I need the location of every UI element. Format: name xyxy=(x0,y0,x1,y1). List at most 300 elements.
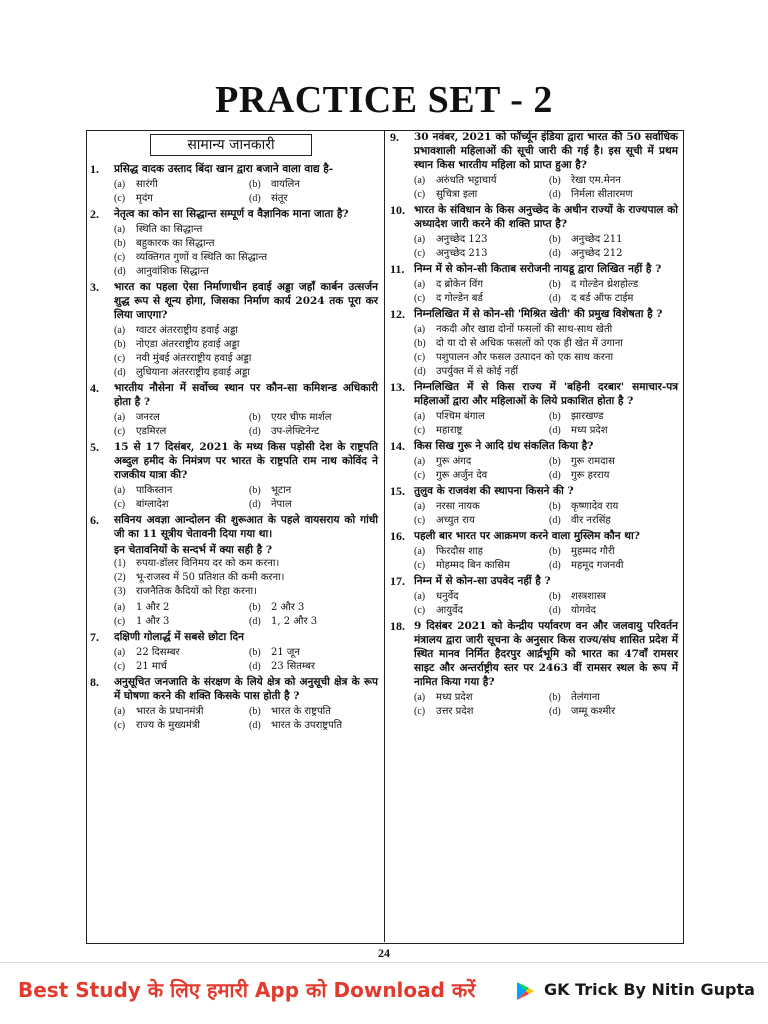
option-letter: (c) xyxy=(114,353,126,364)
option-letter: (a) xyxy=(414,411,426,422)
option-letter: (c) xyxy=(414,470,426,481)
option-letter: (d) xyxy=(549,189,561,200)
option-item[interactable] xyxy=(414,337,678,350)
statement-text: रुपया-डॉलर विनिमय दर को कम करना। xyxy=(136,558,280,569)
option-text: एडमिरल xyxy=(136,426,167,437)
question-number: 12. xyxy=(390,307,405,321)
option-item[interactable] xyxy=(249,425,378,438)
option-item[interactable] xyxy=(549,410,678,423)
option-text: महमूद गजनवी xyxy=(571,560,624,571)
option-text: द ब्रोकेन विंग xyxy=(436,279,483,290)
question-item xyxy=(386,484,682,527)
option-text: फिरदौस शाह xyxy=(436,546,483,557)
option-item[interactable] xyxy=(414,278,543,291)
option-text: मृदंग xyxy=(136,193,153,204)
option-text: भारत के प्रधानमंत्री xyxy=(136,706,204,717)
option-letter: (c) xyxy=(114,426,126,437)
option-item[interactable] xyxy=(114,265,378,278)
option-text: द गोल्डेन बर्ड xyxy=(436,293,483,304)
option-letter: (c) xyxy=(414,352,426,363)
statement-number: (2) xyxy=(114,572,126,583)
option-letter: (b) xyxy=(549,279,561,290)
option-item[interactable] xyxy=(249,484,378,497)
question-item xyxy=(86,207,382,278)
option-text: वीर नरसिंह xyxy=(571,515,611,526)
option-list xyxy=(114,223,378,278)
option-text: गुरू अर्जुन देव xyxy=(436,470,488,481)
option-letter: (c) xyxy=(114,661,126,672)
option-list xyxy=(414,233,678,260)
question-item xyxy=(86,675,382,732)
option-letter: (a) xyxy=(414,501,426,512)
option-text: नरसा नायक xyxy=(436,501,480,512)
question-number: 18. xyxy=(390,619,405,633)
option-letter: (a) xyxy=(114,179,126,190)
option-letter: (a) xyxy=(414,324,426,335)
option-item[interactable] xyxy=(249,411,378,424)
option-item[interactable] xyxy=(549,188,678,201)
footer-promo-text: Best Study के लिए हमारी App को Download करें xyxy=(18,978,476,1002)
option-item[interactable] xyxy=(249,719,378,732)
option-text: 23 सितम्बर xyxy=(271,661,316,672)
question-text: निम्न में से कोन-सी किताब सरोजनी नायडू द्वारा लिखित नहीं है ? xyxy=(414,263,662,275)
option-letter: (b) xyxy=(249,485,261,496)
option-item[interactable] xyxy=(414,292,543,305)
option-item[interactable] xyxy=(114,411,243,424)
option-item[interactable] xyxy=(414,545,543,558)
option-item[interactable] xyxy=(249,646,378,659)
option-letter: (a) xyxy=(114,224,126,235)
option-letter: (a) xyxy=(114,412,126,423)
option-letter: (c) xyxy=(414,560,426,571)
option-letter: (b) xyxy=(549,411,561,422)
option-text: सारंगी xyxy=(136,179,158,190)
option-letter: (b) xyxy=(249,706,261,717)
option-list xyxy=(414,278,678,305)
option-item[interactable] xyxy=(114,352,378,365)
option-text: अनुच्छेद 213 xyxy=(436,248,488,259)
option-item[interactable] xyxy=(249,178,378,191)
option-letter: (b) xyxy=(249,602,261,613)
question-text: पहली बार भारत पर आक्रमण करने वाला मुस्लिम कौन था? xyxy=(414,530,640,542)
option-letter: (a) xyxy=(414,591,426,602)
question-number: 1. xyxy=(90,162,99,176)
option-item[interactable] xyxy=(114,425,243,438)
statement-number: (1) xyxy=(114,558,126,569)
option-letter: (b) xyxy=(414,338,426,349)
option-text: 21 जून xyxy=(271,647,300,658)
option-letter: (c) xyxy=(414,189,426,200)
option-list xyxy=(114,484,378,511)
option-text: उत्तर प्रदेश xyxy=(436,706,474,717)
question-text: दक्षिणी गोलार्द्ध में सबसे छोटा दिन xyxy=(114,631,244,643)
question-text: अनुसूचित जनजाति के संरक्षण के लिये क्षेत्र को अनुसूची क्षेत्र के रूप में घोषणा करने की शक्ति किसके पास होती है ? xyxy=(114,676,378,702)
option-text: कृष्णादेव राय xyxy=(571,501,619,512)
question-number: 13. xyxy=(390,380,405,394)
option-text: 1 और 3 xyxy=(136,616,170,627)
option-list xyxy=(114,178,378,205)
option-item[interactable] xyxy=(114,660,243,673)
option-text: मध्य प्रदेश xyxy=(571,425,608,436)
option-item[interactable] xyxy=(114,484,243,497)
option-item[interactable] xyxy=(549,559,678,572)
option-letter: (b) xyxy=(549,456,561,467)
option-item[interactable] xyxy=(549,278,678,291)
question-text: सविनय अवज्ञा आन्दोलन की शुरूआत के पहले वायसराय को गांधी जी का 11 सूत्रीय चेतावनी दिया गया था। xyxy=(114,514,378,540)
option-item[interactable] xyxy=(414,691,543,704)
statement-item xyxy=(114,571,378,585)
option-text: भारत के उपराष्ट्रपति xyxy=(271,720,343,731)
option-item[interactable] xyxy=(549,174,678,187)
option-item[interactable] xyxy=(114,192,243,205)
question-text: किस सिख गुरू ने आदि ग्रंथ संकलित किया है? xyxy=(414,440,594,452)
option-item[interactable] xyxy=(114,324,378,337)
question-text: निम्नलिखित में से कोन-सी 'मिश्रित खेती' की प्रमुख विशेषता है ? xyxy=(414,308,663,320)
option-text: संतूर xyxy=(271,193,288,204)
option-letter: (a) xyxy=(114,485,126,496)
option-item[interactable] xyxy=(114,705,243,718)
question-number: 2. xyxy=(90,207,99,221)
option-item[interactable] xyxy=(414,424,543,437)
option-text: अनुच्छेद 123 xyxy=(436,234,488,245)
option-text: मध्य प्रदेश xyxy=(436,692,473,703)
play-store-icon[interactable] xyxy=(515,981,535,1001)
option-item[interactable] xyxy=(549,424,678,437)
question-number: 11. xyxy=(390,262,405,276)
option-letter: (c) xyxy=(114,193,126,204)
question-item xyxy=(386,574,682,617)
question-item xyxy=(86,162,382,205)
option-item[interactable] xyxy=(414,469,543,482)
option-item[interactable] xyxy=(549,500,678,513)
option-letter: (a) xyxy=(414,692,426,703)
question-item xyxy=(86,440,382,511)
option-item[interactable] xyxy=(549,247,678,260)
option-text: राज्य के मुख्यमंत्री xyxy=(136,720,200,731)
question-item xyxy=(386,439,682,482)
option-text: नोएडा अंतरराष्ट्रीय हवाई अड्डा xyxy=(136,339,240,350)
option-letter: (a) xyxy=(114,706,126,717)
option-text: जनरल xyxy=(136,412,160,423)
option-list xyxy=(414,323,678,378)
column-divider xyxy=(384,130,385,942)
question-text: भारत के संविधान के किस अनुच्छेद के अधीन राज्यों के राज्यपाल को अध्यादेश जारी करने की शक्ति प्राप्त है? xyxy=(414,204,678,230)
question-text: 30 नवंबर, 2021 को फॉर्च्यून इंडिया द्वारा भारत की 50 सर्वाधिक प्रभावशाली महिलाओं की सूची जारी की गई है। इस सूची में प्रथम स्थान किस भारतीय महिला को प्राप्त हुआ है? xyxy=(414,131,678,171)
option-text: अनुच्छेद 212 xyxy=(571,248,623,259)
footer-divider xyxy=(0,962,768,963)
brand-name: GK Trick By Nitin Gupta xyxy=(544,980,755,999)
option-text: द बर्ड ऑफ टाईम xyxy=(571,293,634,304)
option-text: शस्त्रशास्त्र xyxy=(571,591,607,602)
option-item[interactable] xyxy=(414,590,543,603)
option-item[interactable] xyxy=(414,351,678,364)
option-letter: (a) xyxy=(414,279,426,290)
question-item xyxy=(386,619,682,718)
question-number: 9. xyxy=(390,130,399,144)
option-letter: (d) xyxy=(549,605,561,616)
option-item[interactable] xyxy=(249,615,378,628)
option-letter: (c) xyxy=(414,425,426,436)
option-letter: (a) xyxy=(414,456,426,467)
option-item[interactable] xyxy=(249,498,378,511)
question-item xyxy=(386,529,682,572)
option-item[interactable] xyxy=(549,691,678,704)
question-number: 16. xyxy=(390,529,405,543)
option-list xyxy=(414,545,678,572)
question-item xyxy=(386,307,682,378)
option-text: भूटान xyxy=(271,485,292,496)
option-letter: (d) xyxy=(549,293,561,304)
option-letter: (d) xyxy=(249,193,261,204)
option-item[interactable] xyxy=(249,705,378,718)
option-item[interactable] xyxy=(414,514,543,527)
option-letter: (c) xyxy=(414,515,426,526)
option-list xyxy=(114,705,378,732)
question-text: निम्न में से कोन-सा उपवेद नहीं है ? xyxy=(414,575,551,587)
option-letter: (b) xyxy=(249,179,261,190)
option-item[interactable] xyxy=(549,233,678,246)
option-item[interactable] xyxy=(549,455,678,468)
option-text: नवी मुंबई अंतरराष्ट्रीय हवाई अड्डा xyxy=(136,353,252,364)
option-text: तेलंगाना xyxy=(571,692,600,703)
option-letter: (a) xyxy=(414,234,426,245)
option-letter: (b) xyxy=(549,175,561,186)
option-text: गुरू रामदास xyxy=(571,456,615,467)
option-list xyxy=(414,500,678,527)
option-item[interactable] xyxy=(549,705,678,718)
option-text: गुरू हरराय xyxy=(571,470,610,481)
option-letter: (b) xyxy=(114,339,126,350)
option-letter: (b) xyxy=(549,501,561,512)
option-text: अरुंधति भट्टाचार्य xyxy=(436,175,497,186)
option-item[interactable] xyxy=(549,292,678,305)
question-text: 9 दिसंबर 2021 को केन्द्रीय पर्यावरण वन और जलवायु परिवर्तन मंत्रालय द्वारा जारी सूचना के अनुसार किस राज्य/संघ शासित प्रदेश में स्थित मानव निर्मित हैदरपुर आर्द्रभूमि को भारत का 47वाँ रामसर साइट और अन्तर्राष्ट्रीय स्तर पर 2463 वीं रामसर स्थल के रूप में नामित किया गया है? xyxy=(414,620,678,688)
option-text: उप-लेफ्टिनेन्ट xyxy=(271,426,320,437)
option-item[interactable] xyxy=(114,615,243,628)
option-letter: (d) xyxy=(549,470,561,481)
option-text: बहुकारक का सिद्धान्त xyxy=(136,238,215,249)
option-list xyxy=(114,601,378,628)
option-text: गुरू अंगद xyxy=(436,456,472,467)
question-text: भारतीय नौसेना में सर्वोच्च स्थान पर कौन-सा कमिशन्ड अधिकारी होता है ? xyxy=(114,382,378,408)
option-item[interactable] xyxy=(414,455,543,468)
question-item xyxy=(86,630,382,673)
option-item[interactable] xyxy=(249,660,378,673)
option-text: नेपाल xyxy=(271,499,292,510)
option-text: उपर्युक्त में से कोई नहीं xyxy=(436,366,519,377)
option-item[interactable] xyxy=(549,604,678,617)
option-letter: (d) xyxy=(249,720,261,731)
option-letter: (d) xyxy=(549,425,561,436)
question-item xyxy=(386,380,682,437)
option-letter: (c) xyxy=(114,499,126,510)
question-item xyxy=(386,130,682,201)
option-text: लुधियाना अंतरराष्ट्रीय हवाई अड्डा xyxy=(136,367,250,378)
option-text: दो या दो से अधिक फसलों को एक ही खेत में उगाना xyxy=(436,338,623,349)
option-letter: (a) xyxy=(114,325,126,336)
option-letter: (b) xyxy=(114,238,126,249)
option-letter: (d) xyxy=(549,706,561,717)
question-item xyxy=(386,262,682,305)
option-letter: (d) xyxy=(549,515,561,526)
option-text: 21 मार्च xyxy=(136,661,167,672)
option-text: एयर चीफ मार्शल xyxy=(271,412,332,423)
option-item[interactable] xyxy=(549,514,678,527)
option-text: पश्चिम बंगाल xyxy=(436,411,485,422)
option-item[interactable] xyxy=(114,237,378,250)
question-number: 14. xyxy=(390,439,405,453)
option-text: 1 और 2 xyxy=(136,602,170,613)
option-text: ग्वाटर अंतरराष्ट्रीय हवाई अड्डा xyxy=(136,325,238,336)
option-text: जम्मू कश्मीर xyxy=(571,706,616,717)
option-item[interactable] xyxy=(414,174,543,187)
option-text: योगवेद xyxy=(571,605,596,616)
option-list xyxy=(114,411,378,438)
option-item[interactable] xyxy=(414,500,543,513)
option-letter: (d) xyxy=(249,616,261,627)
question-item xyxy=(86,280,382,379)
option-item[interactable] xyxy=(549,469,678,482)
option-letter: (b) xyxy=(549,692,561,703)
option-text: आनुवांशिक सिद्धान्त xyxy=(136,266,209,277)
option-text: झारखण्ड xyxy=(571,411,604,422)
question-text: निम्नलिखित में से किस राज्य में 'बहिनी दरबार' समाचार-पत्र महिलाओं द्वारा और महिलाओं के लिये प्रकाशित होता है ? xyxy=(414,381,678,407)
option-letter: (d) xyxy=(114,266,126,277)
option-text: मोहम्मद बिन कासिम xyxy=(436,560,510,571)
option-item[interactable] xyxy=(414,365,678,378)
option-item[interactable] xyxy=(249,192,378,205)
option-item[interactable] xyxy=(114,251,378,264)
option-letter: (b) xyxy=(249,412,261,423)
option-list xyxy=(114,646,378,673)
page-number: 24 xyxy=(378,946,390,960)
statement-number: (3) xyxy=(114,586,126,597)
question-text: 15 से 17 दिसंबर, 2021 के मध्य किस पड़ोसी देश के राष्ट्रपति अब्दुल हमीद के निमंत्रण पर भारत के राष्ट्रपति राम नाथ कोविंद ने राजकीय यात्रा की? xyxy=(114,441,378,481)
question-text: तुलुव के राजवंश की स्थापना किसने की ? xyxy=(414,485,574,497)
option-item[interactable] xyxy=(114,223,378,236)
option-letter: (a) xyxy=(114,602,126,613)
option-item[interactable] xyxy=(414,705,543,718)
option-item[interactable] xyxy=(114,178,243,191)
option-letter: (b) xyxy=(549,234,561,245)
right-question-column xyxy=(386,130,682,720)
statement-text: राजनैतिक कैदियों को रिहा करना। xyxy=(136,586,257,597)
option-item[interactable] xyxy=(114,601,243,614)
option-item[interactable] xyxy=(114,646,243,659)
option-item[interactable] xyxy=(114,719,243,732)
question-number: 17. xyxy=(390,574,405,588)
option-text: आयुर्वेद xyxy=(436,605,463,616)
option-item[interactable] xyxy=(414,410,543,423)
option-list xyxy=(414,691,678,718)
option-letter: (d) xyxy=(249,499,261,510)
option-item[interactable] xyxy=(549,590,678,603)
option-item[interactable] xyxy=(249,601,378,614)
option-text: पाकिस्तान xyxy=(136,485,173,496)
option-text: 1, 2 और 3 xyxy=(271,616,318,627)
option-letter: (c) xyxy=(114,252,126,263)
option-text: नकदी और खाद्य दोनों फसलों की साथ-साथ खेती xyxy=(436,324,613,335)
question-number: 8. xyxy=(90,675,99,689)
question-number: 4. xyxy=(90,381,99,395)
option-letter: (a) xyxy=(114,647,126,658)
option-letter: (c) xyxy=(114,616,126,627)
option-list xyxy=(114,324,378,379)
statement-text: भू-राजस्व में 50 प्रतिशत की कमी करना। xyxy=(136,572,285,583)
option-letter: (c) xyxy=(414,248,426,259)
option-text: 22 दिसम्बर xyxy=(136,647,180,658)
option-item[interactable] xyxy=(414,188,543,201)
option-item[interactable] xyxy=(114,366,378,379)
option-text: 2 और 3 xyxy=(271,602,305,613)
option-letter: (c) xyxy=(414,293,426,304)
option-item[interactable] xyxy=(414,559,543,572)
option-text: वायलिन xyxy=(271,179,300,190)
option-letter: (b) xyxy=(549,546,561,557)
statement-item xyxy=(114,557,378,571)
option-text: अनुच्छेद 211 xyxy=(571,234,623,245)
left-question-column xyxy=(86,162,382,734)
option-text: सुचित्रा इला xyxy=(436,189,478,200)
option-letter: (c) xyxy=(114,720,126,731)
question-item xyxy=(86,513,382,628)
question-number: 6. xyxy=(90,513,99,527)
option-text: महाराष्ट्र xyxy=(436,425,463,436)
option-text: निर्मला सीतारमण xyxy=(571,189,633,200)
option-letter: (b) xyxy=(549,591,561,602)
option-text: स्थिति का सिद्धान्त xyxy=(136,224,203,235)
option-letter: (d) xyxy=(249,661,261,672)
option-letter: (d) xyxy=(249,426,261,437)
option-item[interactable] xyxy=(414,247,543,260)
question-text: नेतृत्व का कोन सा सिद्धान्त सम्पूर्ण व वैज्ञानिक माना जाता है? xyxy=(114,208,349,220)
option-letter: (d) xyxy=(114,367,126,378)
option-letter: (c) xyxy=(414,605,426,616)
statement-item xyxy=(114,585,378,599)
option-item[interactable] xyxy=(114,498,243,511)
option-text: रेखा एम.मेनन xyxy=(571,175,621,186)
question-number: 3. xyxy=(90,280,99,294)
question-item xyxy=(86,381,382,438)
option-letter: (d) xyxy=(549,248,561,259)
option-letter: (b) xyxy=(249,647,261,658)
question-number: 10. xyxy=(390,203,405,217)
question-text: प्रसिद्ध वादक उस्ताद बिंदा खान द्वारा बजाने वाला वाद्य है- xyxy=(114,163,334,175)
question-text: भारत का पहला ऐसा निर्माणाधीन हवाई अड्डा जहाँ कार्बन उत्सर्जन शुद्ध रूप से शून्य होगा, जिसका निर्माण कार्य 2024 तक पूरा कर लिया जाएगा? xyxy=(114,281,378,321)
page-title: PRACTICE SET - 2 xyxy=(215,79,553,121)
section-heading: सामान्य जानकारी xyxy=(150,134,312,156)
question-number: 5. xyxy=(90,440,99,454)
option-text: धनुर्वेद xyxy=(436,591,459,602)
option-item[interactable] xyxy=(549,545,678,558)
option-item[interactable] xyxy=(414,323,678,336)
option-list xyxy=(414,410,678,437)
question-subtext: इन चेतावनियों के सन्दर्भ में क्या सही है ? xyxy=(114,544,272,556)
option-letter: (c) xyxy=(414,706,426,717)
option-letter: (a) xyxy=(414,175,426,186)
question-number: 15. xyxy=(390,484,405,498)
option-item[interactable] xyxy=(114,338,378,351)
option-list xyxy=(414,590,678,617)
question-item xyxy=(386,203,682,260)
option-text: मुहम्मद गौरी xyxy=(571,546,615,557)
question-number: 7. xyxy=(90,630,99,644)
option-item[interactable] xyxy=(414,233,543,246)
option-item[interactable] xyxy=(414,604,543,617)
option-list xyxy=(414,455,678,482)
option-text: भारत के राष्ट्रपति xyxy=(271,706,331,717)
option-letter: (d) xyxy=(414,366,426,377)
